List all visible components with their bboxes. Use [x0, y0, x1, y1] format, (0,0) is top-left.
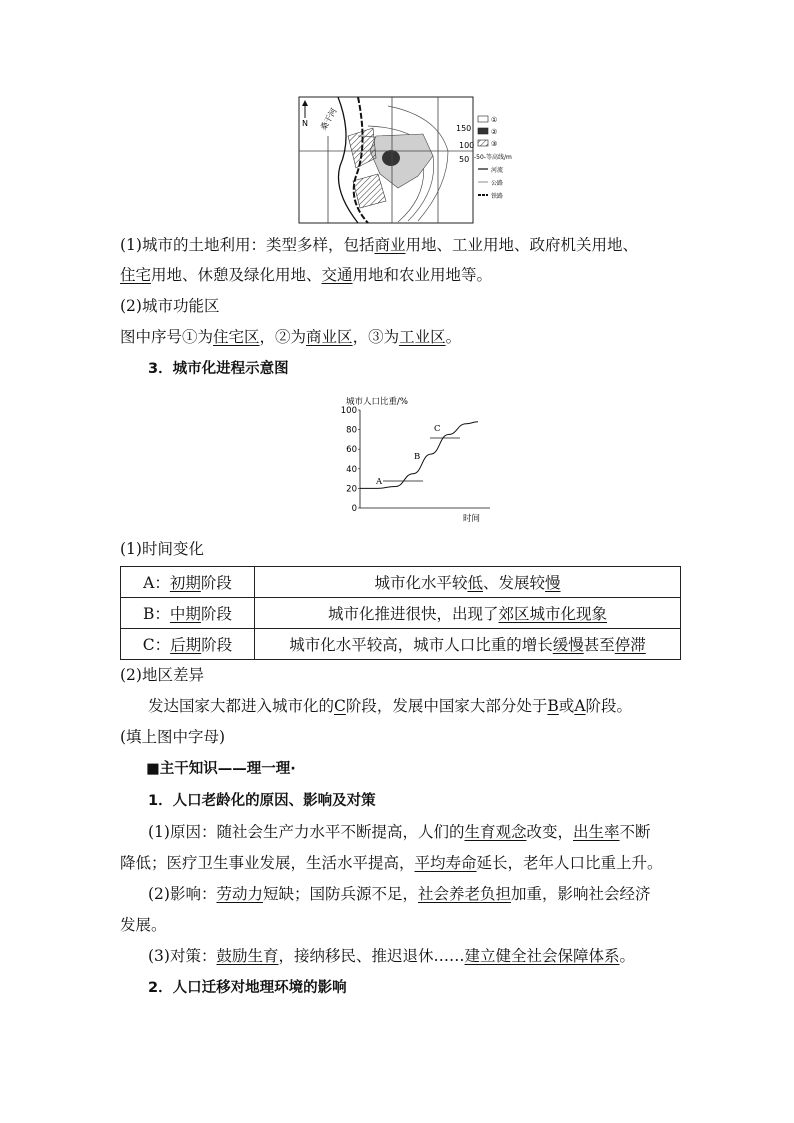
- legend-item: ①: [491, 116, 498, 124]
- main-knowledge-heading: ■主干知识——理一理·: [146, 761, 296, 777]
- table-row: B：中期阶段 城市化推进很快，出现了郊区城市化现象: [121, 598, 681, 629]
- section-heading: 3．城市化进程示意图: [148, 361, 289, 377]
- region-diff-note: (填上图中字母): [120, 728, 226, 746]
- y-tick-label: 100: [340, 406, 357, 416]
- y-tick-label: 0: [351, 504, 357, 514]
- chart-xlabel: 时间: [463, 514, 481, 524]
- stage-label-c: C: [434, 424, 441, 434]
- region-diff-text: 发达国家大都进入城市化的C阶段，发展中国家大部分处于B或A阶段。: [148, 697, 633, 715]
- time-change-title: (1)时间变化: [120, 540, 204, 558]
- chart-ylabel: 城市人口比重/%: [346, 397, 408, 407]
- legend-item: ②: [491, 128, 498, 136]
- time-change-table: [120, 566, 681, 660]
- land-use-paragraph: (1)城市的土地利用：类型多样，包括商业用地、工业用地、政府机关用地、: [120, 236, 638, 254]
- region-diff-title: (2)地区差异: [120, 666, 204, 684]
- legend-item: -50-等高线/m: [474, 154, 512, 161]
- legend-item: 公路: [491, 180, 504, 187]
- contour-label: 150: [456, 124, 472, 133]
- aging-effect: (2)影响：劳动力短缺；国防兵源不足，社会养老负担加重，影响社会经济: [148, 885, 651, 903]
- stage-label-b: B: [414, 452, 421, 462]
- aging-effect-cont: 发展。: [120, 916, 167, 934]
- table-row: C：后期阶段 城市化水平较高，城市人口比重的增长缓慢甚至停滞: [121, 629, 681, 660]
- city-land-use-map: [298, 96, 518, 224]
- aging-heading: 1．人口老龄化的原因、影响及对策: [148, 793, 376, 809]
- migration-heading: 2．人口迁移对地理环境的影响: [148, 980, 347, 996]
- y-tick-label: 20: [346, 484, 357, 495]
- y-tick-label: 60: [346, 445, 357, 456]
- aging-measure: (3)对策：鼓励生育，接纳移民、推迟退休……建立健全社会保障体系。: [148, 947, 636, 965]
- north-label: N: [302, 119, 308, 128]
- y-tick-label: 80: [346, 425, 357, 436]
- legend-item: 铁路: [491, 193, 504, 200]
- land-use-paragraph-cont: 住宅用地、休憩及绿化用地、交通用地和农业用地等。: [120, 266, 493, 284]
- y-tick-label: 40: [346, 464, 357, 475]
- table-row: A：初期阶段 城市化水平较低、发展较慢: [121, 567, 681, 598]
- contour-label: 50: [459, 155, 470, 164]
- function-zone-title: (2)城市功能区: [120, 297, 220, 315]
- legend-item: ③: [491, 140, 498, 148]
- aging-cause-cont: 降低；医疗卫生事业发展，生活水平提高，平均寿命延长，老年人口比重上升。: [120, 854, 663, 872]
- river-name: 桑干河: [318, 106, 339, 132]
- function-zone-text: 图中序号①为住宅区，②为商业区，③为工业区。: [120, 328, 462, 346]
- contour-label: 100: [459, 141, 475, 150]
- stage-label-a: A: [376, 477, 383, 487]
- urbanization-chart: [338, 390, 498, 528]
- aging-cause: (1)原因：随社会生产力水平不断提高，人们的生育观念改变，出生率不断: [148, 823, 651, 841]
- legend-item: 河流: [491, 167, 504, 174]
